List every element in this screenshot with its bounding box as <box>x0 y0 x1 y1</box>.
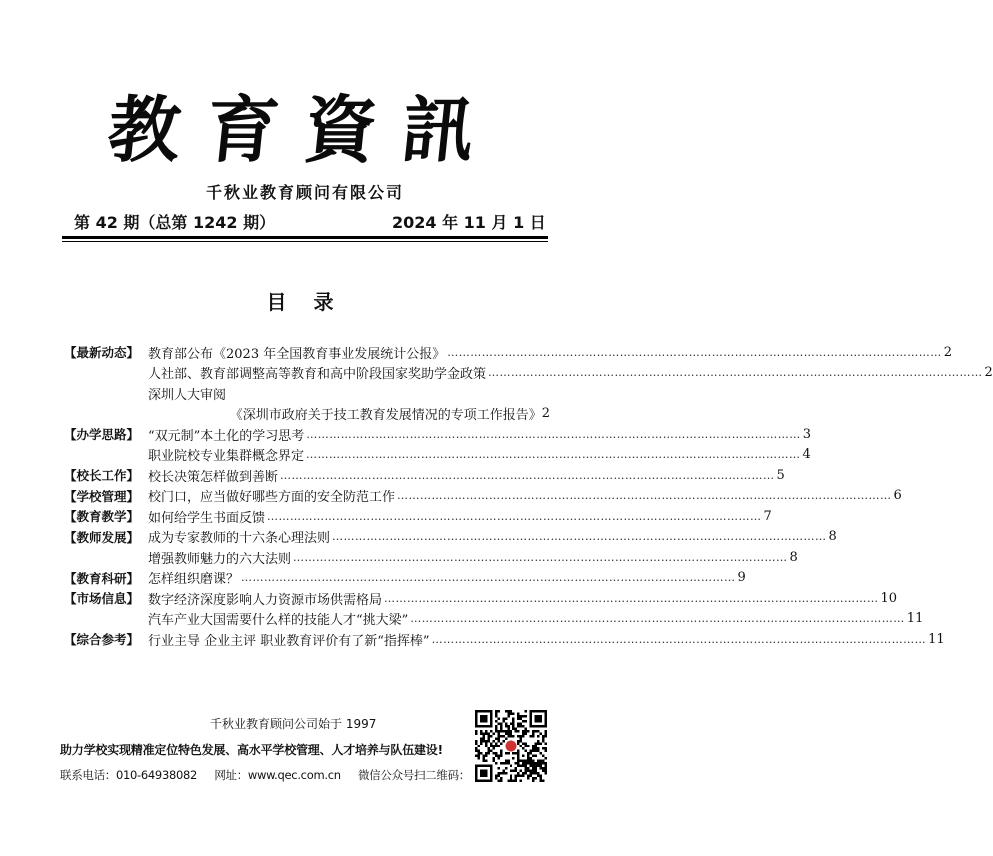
qr-code-icon <box>475 710 547 782</box>
toc-entry-title: 数字经济深度影响人力资源市场供需格局 <box>148 592 383 608</box>
toc-entry-title: 教育部公布《2023 年全国教育事业发展统计公报》 <box>148 346 446 362</box>
toc-page-number: 4 <box>802 447 811 463</box>
toc-row[interactable] <box>64 588 898 609</box>
toc-leader-dots <box>280 469 775 482</box>
table-of-contents <box>64 342 993 650</box>
header-rule-thin <box>62 241 548 242</box>
toc-page-number: 3 <box>802 426 812 442</box>
footer-founded: 千秋业教育顾问公司始于 1997 <box>210 717 377 731</box>
toc-entry-title: 增强教师魅力的六大法则 <box>148 551 292 567</box>
toc-row[interactable] <box>64 363 993 384</box>
toc-row[interactable] <box>64 445 811 466</box>
toc-category: 【校长工作】 <box>64 468 140 484</box>
issue-date: 2024 年 11 月 1 日 <box>392 213 546 232</box>
toc-page-number: 8 <box>789 549 798 565</box>
toc-category: 【综合参考】 <box>64 632 140 648</box>
toc-category: 【市场信息】 <box>64 591 140 607</box>
toc-page-number: 11 <box>906 611 924 627</box>
toc-row[interactable] <box>64 486 902 507</box>
toc-category: 【教师发展】 <box>64 529 140 545</box>
toc-heading: 目 录 <box>266 290 344 314</box>
toc-entry-title: 成为专家教师的十六条心理法则 <box>148 531 331 547</box>
toc-row[interactable] <box>64 342 952 363</box>
toc-entry-title: 深圳人大审阅 <box>148 387 227 403</box>
toc-entry-title: 《深圳市政府关于技工教育发展情况的专项工作报告》 <box>229 408 542 424</box>
toc-page-number: 6 <box>893 488 902 504</box>
toc-leader-dots <box>293 551 788 564</box>
toc-row[interactable] <box>64 568 746 589</box>
toc-entry-title: 汽车产业大国需要什么样的技能人才“挑大梁” <box>148 613 409 629</box>
toc-leader-dots <box>384 592 879 605</box>
contact-wechat: 微信公众号扫二维码： <box>357 768 470 782</box>
toc-page-number: 10 <box>880 590 898 606</box>
toc-entry-title: 职业院校专业集群概念界定 <box>148 449 305 465</box>
toc-leader-dots <box>447 346 942 359</box>
toc-entry-title: 人社部、教育部调整高等教育和高中阶段国家奖助学金政策 <box>148 367 487 383</box>
toc-row[interactable] <box>64 424 812 445</box>
toc-category: 【教育科研】 <box>64 570 140 586</box>
toc-entry-title: 校门口，应当做好哪些方面的安全防范工作 <box>148 490 396 506</box>
toc-page-number: 7 <box>763 508 772 524</box>
toc-entry-title: 怎样组织磨课？ <box>148 572 240 588</box>
footer-mission: 助力学校实现精准定位特色发展、高水平学校管理、人才培养与队伍建设! <box>60 743 443 757</box>
issue-number: 第 42 期（总第 1242 期） <box>74 213 276 232</box>
toc-page-number: 11 <box>928 631 945 647</box>
toc-row[interactable] <box>64 609 924 630</box>
toc-entry-title: 行业主导 企业主评 职业教育评价有了新“指挥棒” <box>148 633 430 649</box>
toc-category: 【教育教学】 <box>64 509 140 525</box>
footer-contact <box>60 767 470 783</box>
toc-category: 【办学思路】 <box>64 427 140 443</box>
toc-row[interactable] <box>64 547 798 568</box>
toc-page-number: 2 <box>984 365 993 381</box>
toc-row[interactable] <box>64 465 785 486</box>
toc-leader-dots <box>432 633 927 646</box>
toc-leader-dots <box>267 510 762 523</box>
contact-phone: 联系电话：010-64938082 <box>60 768 198 782</box>
toc-leader-dots <box>410 612 905 625</box>
toc-page-number: 8 <box>828 529 837 545</box>
company-name: 千秋业教育顾问有限公司 <box>205 183 404 202</box>
toc-leader-dots <box>397 489 892 502</box>
toc-entry-title: 如何给学生书面反馈 <box>148 510 266 526</box>
toc-entry-title: “双元制”本土化的学习思考 <box>148 428 305 444</box>
toc-leader-dots <box>332 530 827 543</box>
toc-leader-dots <box>306 428 801 441</box>
toc-category: 【学校管理】 <box>64 488 140 504</box>
toc-leader-dots <box>306 448 801 461</box>
toc-entry-title: 校长决策怎样做到善断 <box>148 469 279 485</box>
toc-page-number: 2 <box>541 406 550 422</box>
toc-row[interactable] <box>64 404 550 425</box>
contact-website[interactable]: 网址：www.qec.com.cn <box>214 768 341 782</box>
toc-page-number: 9 <box>737 570 746 586</box>
toc-row[interactable] <box>64 527 837 548</box>
toc-page-number: 5 <box>776 467 785 483</box>
toc-leader-dots <box>241 571 736 584</box>
toc-category: 【最新动态】 <box>64 345 140 361</box>
toc-page-number: 2 <box>943 344 952 360</box>
toc-row[interactable] <box>64 506 772 527</box>
toc-leader-dots <box>488 366 983 379</box>
masthead-title: 教育資訊 <box>103 87 505 172</box>
toc-row[interactable] <box>64 629 945 650</box>
header-rule-thick <box>62 236 548 239</box>
toc-row[interactable] <box>64 383 550 404</box>
